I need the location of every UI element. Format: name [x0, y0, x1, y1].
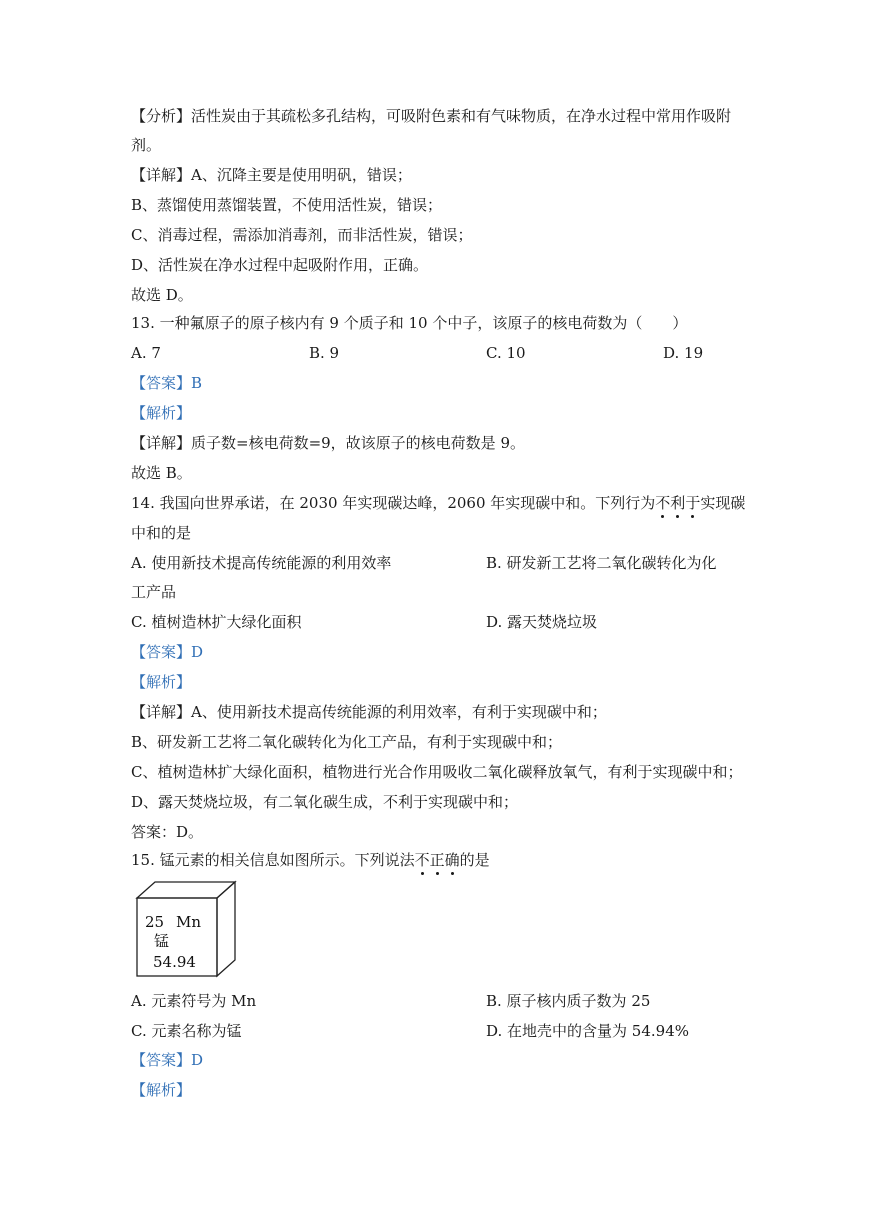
- emphasis-char: 于: [685, 494, 701, 512]
- q15-stem: [131, 850, 490, 870]
- q14-option-a: A. 使用新技术提高传统能源的利用效率: [131, 554, 392, 572]
- q12-detail-a: 【详解】A、沉降主要是使用明矾，错误；: [131, 166, 412, 184]
- q14-option-b-continued: 工产品: [131, 583, 177, 601]
- q14-detail-b: B、研发新工艺将二氧化碳转化为化工产品，有利于实现碳中和；: [131, 733, 563, 751]
- q13-option-c: C. 10: [486, 344, 526, 362]
- q15-option-b: B. 原子核内质子数为 25: [486, 992, 651, 1010]
- q15-answer: 【答案】D: [131, 1051, 204, 1069]
- q14-detail-c: C、植树造林扩大绿化面积，植物进行光合作用吸收二氧化碳释放氧气，有利于实现碳中和；: [131, 763, 743, 781]
- q14-option-d: D. 露天焚烧垃圾: [486, 613, 598, 631]
- emphasis-char: 确: [444, 851, 460, 869]
- q12-analysis-line-1: 【分析】活性炭由于其疏松多孔结构，可吸附色素和有气味物质，在净水过程中常用作吸附: [131, 107, 732, 125]
- emphasis-char: 正: [429, 851, 445, 869]
- q15-stem-emphasis: [415, 851, 460, 869]
- q13-stem: 13. 一种氟原子的原子核内有 9 个质子和 10 个中子，该原子的核电荷数为（ ）: [131, 314, 688, 332]
- element-cube-figure: [135, 880, 238, 978]
- q15-option-a: A. 元素符号为 Mn: [131, 992, 257, 1010]
- q12-detail-d: D、活性炭在净水过程中起吸附作用，正确。: [131, 256, 429, 274]
- q15-stem-post: 的是: [459, 851, 490, 869]
- q13-choose: 故选 B。: [131, 464, 192, 482]
- element-atomic-number: 25: [145, 913, 165, 931]
- q12-detail-c: C、消毒过程，需添加消毒剂，而非活性炭，错误；: [131, 226, 473, 244]
- q15-stem-pre: 15. 锰元素的相关信息如图所示。下列说法: [131, 851, 415, 869]
- q13-option-a: A. 7: [131, 344, 161, 362]
- q14-stem-emphasis: [655, 494, 700, 512]
- q13-answer: 【答案】B: [131, 374, 203, 392]
- q15-analysis-heading: 【解析】: [131, 1081, 192, 1099]
- q12-detail-b: B、蒸馏使用蒸馏装置，不使用活性炭，错误；: [131, 196, 443, 214]
- q12-analysis-line-2: 剂。: [131, 136, 162, 154]
- emphasis-char: 不: [655, 494, 671, 512]
- emphasis-char: 利: [670, 494, 686, 512]
- q13-option-d: D. 19: [663, 344, 704, 362]
- q14-option-c: C. 植树造林扩大绿化面积: [131, 613, 302, 631]
- q12-choose: 故选 D。: [131, 286, 193, 304]
- q15-option-c: C. 元素名称为锰: [131, 1022, 242, 1040]
- q14-stem-line-1: [131, 493, 745, 513]
- emphasis-char: 不: [414, 851, 430, 869]
- q14-stem-post: 实现碳: [700, 494, 746, 512]
- q13-option-b: B. 9: [309, 344, 340, 362]
- element-name: 锰: [154, 932, 170, 950]
- q13-analysis-heading: 【解析】: [131, 404, 192, 422]
- q14-stem-pre: 14. 我国向世界承诺，在 2030 年实现碳达峰，2060 年实现碳中和。下列行为: [131, 494, 656, 512]
- q14-option-b: B. 研发新工艺将二氧化碳转化为化: [486, 554, 717, 572]
- q14-analysis-heading: 【解析】: [131, 673, 192, 691]
- q14-answer: 【答案】D: [131, 643, 204, 661]
- q14-final-answer: 答案：D。: [131, 823, 204, 841]
- q15-option-d: D. 在地壳中的含量为 54.94%: [486, 1022, 689, 1040]
- q14-stem-line-2: 中和的是: [131, 524, 192, 542]
- q14-detail-d: D、露天焚烧垃圾，有二氧化碳生成，不利于实现碳中和；: [131, 793, 519, 811]
- q13-detail: 【详解】质子数=核电荷数=9，故该原子的核电荷数是 9。: [131, 434, 525, 452]
- element-symbol: Mn: [176, 913, 202, 931]
- q14-detail-a: 【详解】A、使用新技术提高传统能源的利用效率，有利于实现碳中和；: [131, 703, 607, 721]
- element-atomic-mass: 54.94: [153, 953, 196, 971]
